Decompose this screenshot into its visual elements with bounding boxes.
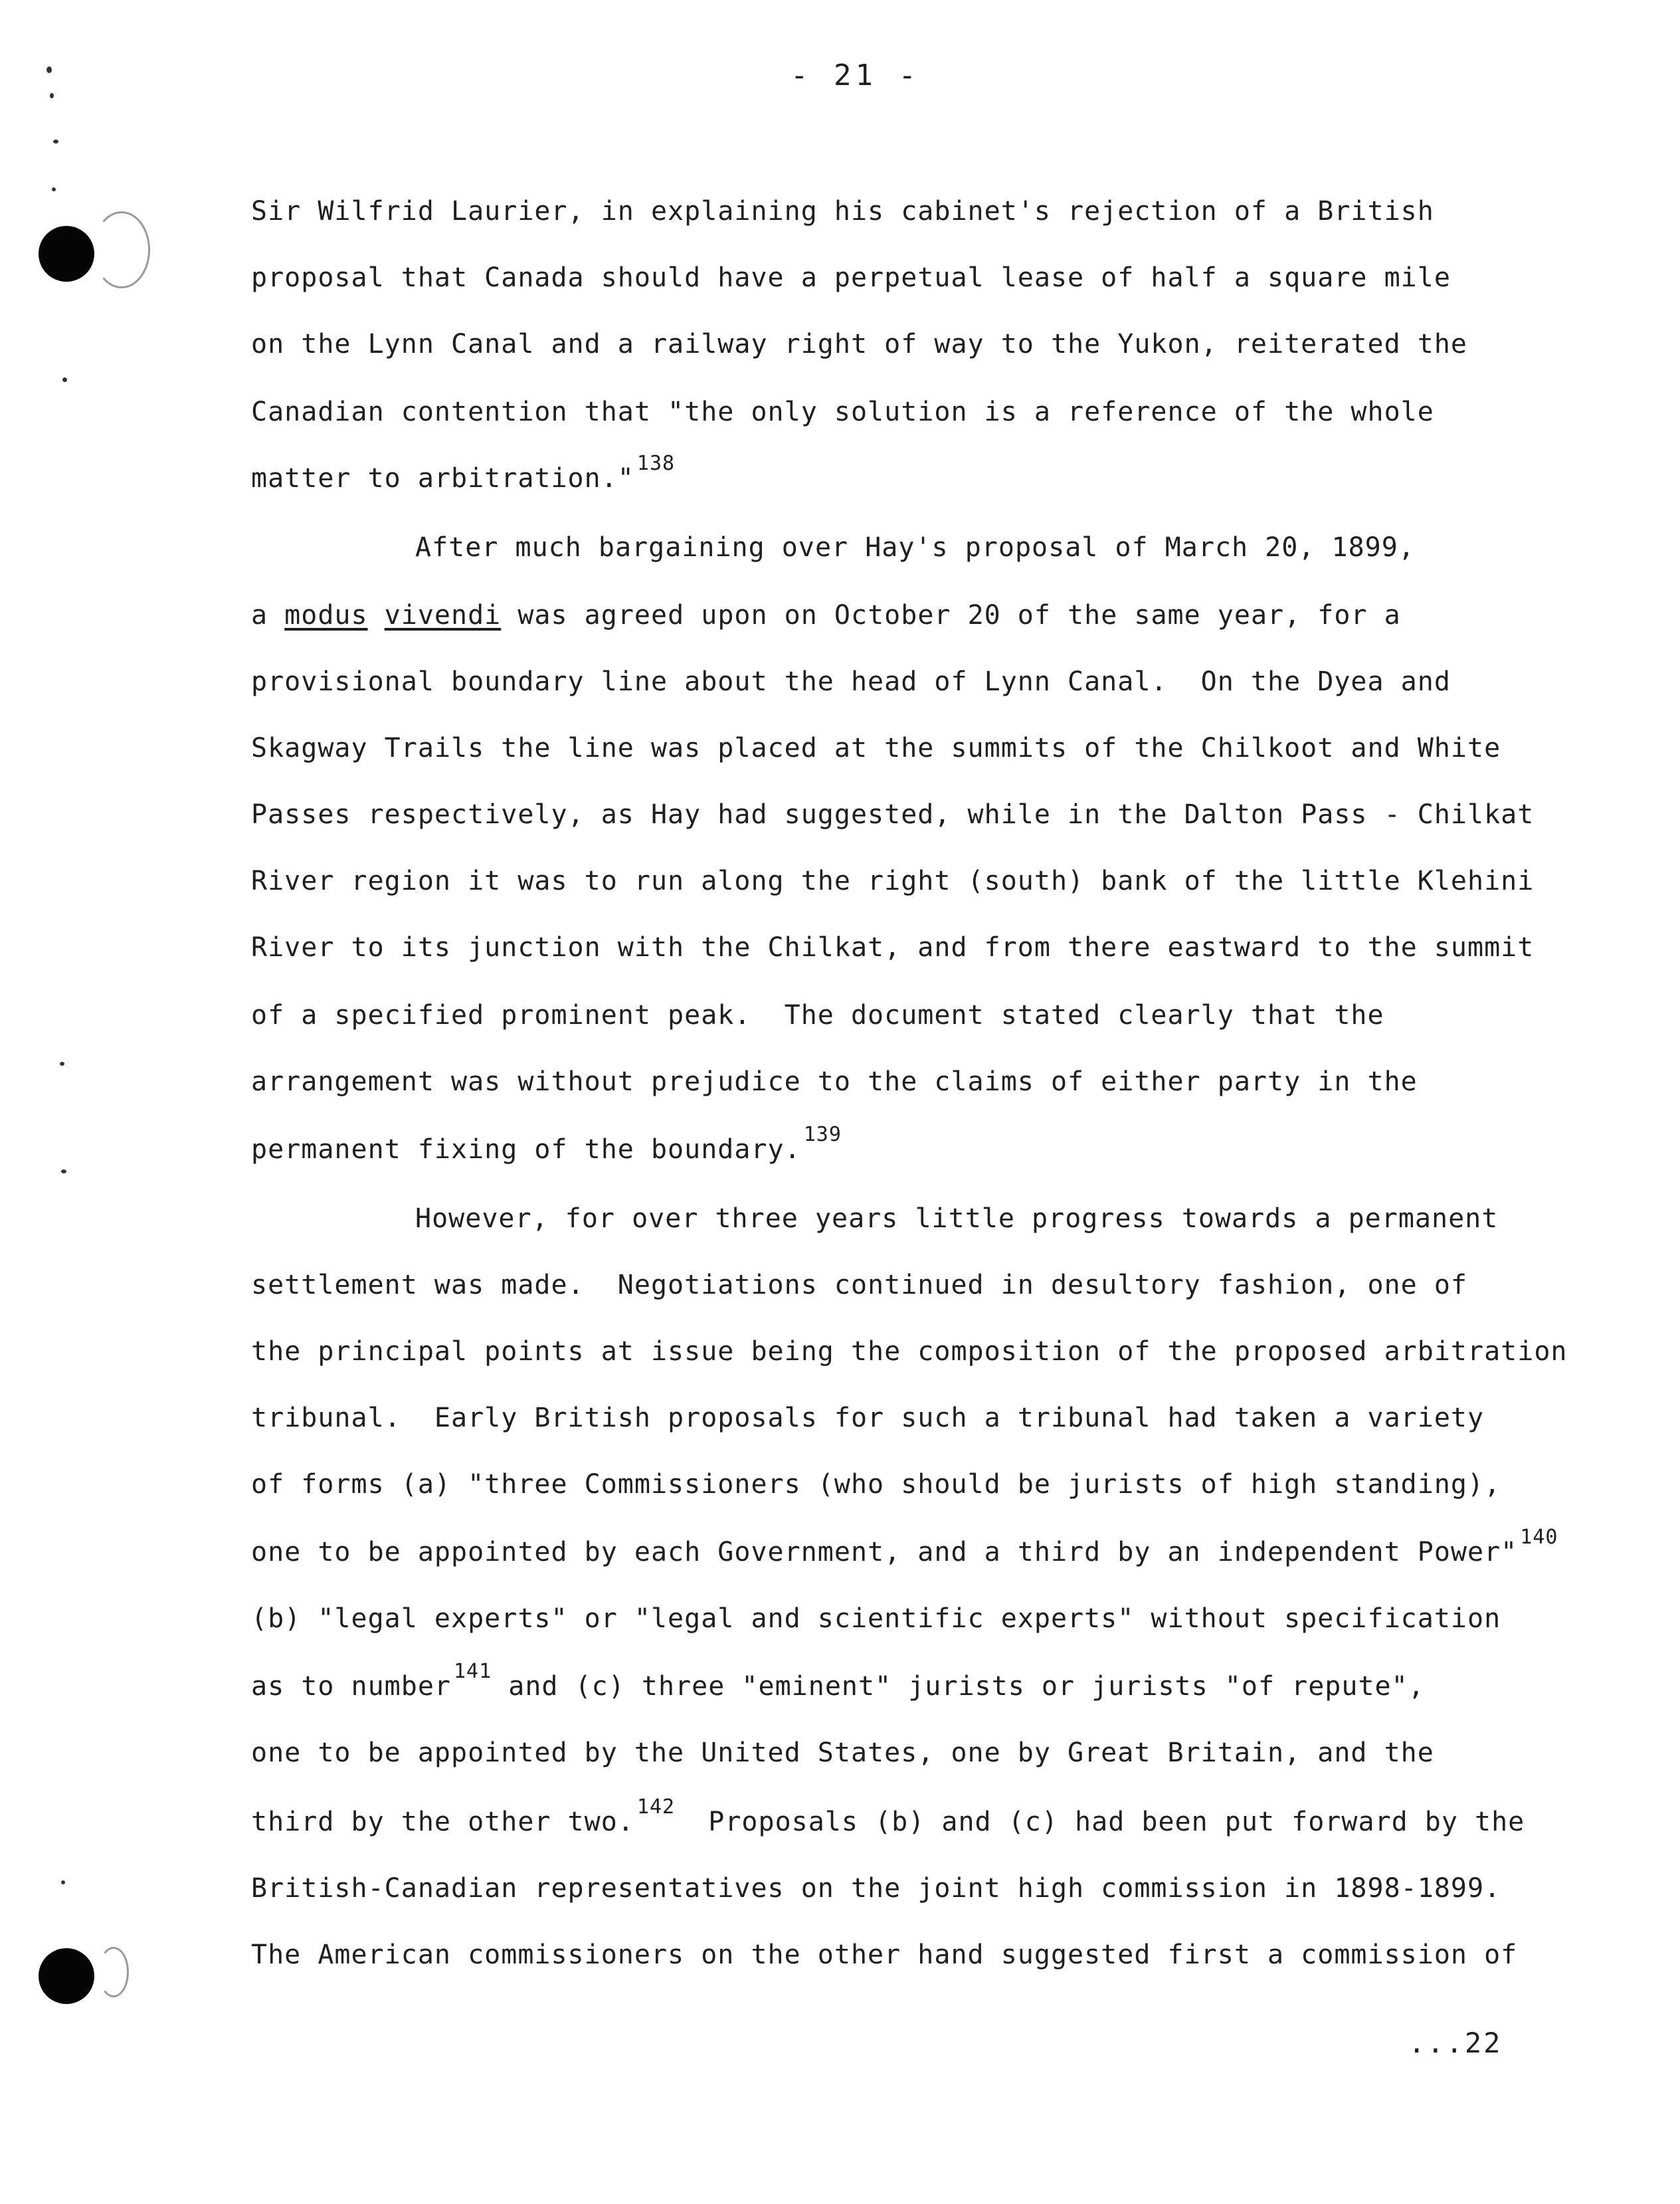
scan-speck xyxy=(62,377,67,382)
line-text: The American commissioners on the other hand suggested first a commission of xyxy=(251,1940,1518,1970)
footnote-ref: 142 xyxy=(636,1795,676,1819)
line-text: arrangement was without prejudice to the claims of either party in the xyxy=(251,1066,1418,1097)
footnote-ref: 140 xyxy=(1520,1526,1558,1549)
text-line xyxy=(251,260,1451,295)
binder-hole-shadow-top xyxy=(93,211,150,288)
text-line xyxy=(251,1601,1501,1636)
line-text: British-Canadian representatives on the joint high commission in 1898-1899. xyxy=(251,1873,1501,1904)
line-text: Canadian contention that "the only solution is a reference of the whole xyxy=(251,397,1434,427)
line-text: of forms (a) "three Commissioners (who should be jurists of high standing), xyxy=(251,1469,1501,1500)
line-text: Sir Wilfrid Laurier, in explaining his cabinet's rejection of a British xyxy=(251,196,1434,227)
line-text: one to be appointed by each Government, and a third by an independent Power" xyxy=(251,1537,1518,1567)
text-line xyxy=(251,327,1467,361)
text-line xyxy=(251,1736,1434,1770)
line-text: was agreed upon on October 20 of the same year, for a xyxy=(501,600,1401,631)
text-line xyxy=(415,1201,1498,1236)
text-line xyxy=(251,194,1434,229)
line-text: Skagway Trails the line was placed at the summits of the Chilkoot and White xyxy=(251,733,1501,763)
scan-speck xyxy=(50,93,54,98)
text-line xyxy=(251,998,1384,1033)
line-text: of a specified prominent peak. The document stated clearly that the xyxy=(251,1000,1384,1031)
line-text: Passes respectively, as Hay had suggested, while in the Dalton Pass - Chilkat xyxy=(251,799,1535,830)
italic-term-vivendi: vivendi xyxy=(384,600,502,631)
scan-speck xyxy=(60,1062,64,1066)
text-line xyxy=(251,1123,842,1169)
binder-hole-bottom xyxy=(39,1948,94,2004)
line-text: However, for over three years little progress towards a permanent xyxy=(415,1203,1499,1234)
text-line xyxy=(251,1526,1558,1572)
line-text: River to its junction with the Chilkat, and from there eastward to the summit xyxy=(251,932,1535,963)
text-line xyxy=(251,1871,1501,1906)
line-text: third by the other two. xyxy=(251,1807,634,1837)
line-text: River region it was to run along the right (south) bank of the little Klehini xyxy=(251,866,1535,896)
text-line xyxy=(251,1268,1467,1302)
line-text: Proposals (b) and (c) had been put forward by the xyxy=(675,1807,1525,1837)
italic-term-modus: modus xyxy=(284,600,368,631)
text-line xyxy=(251,1334,1567,1369)
text-line xyxy=(251,664,1451,699)
text-line xyxy=(251,1401,1484,1435)
footnote-ref: 139 xyxy=(803,1123,842,1146)
scan-speck xyxy=(53,140,58,144)
line-text xyxy=(368,600,385,631)
scan-speck xyxy=(61,1169,66,1173)
scan-speck xyxy=(52,187,56,191)
binder-hole-shadow-bottom xyxy=(98,1947,129,1997)
line-text: (b) "legal experts" or "legal and scientific experts" without specification xyxy=(251,1603,1501,1634)
text-line xyxy=(415,530,1415,565)
text-line xyxy=(251,930,1534,965)
scan-speck xyxy=(47,66,52,73)
text-line xyxy=(251,731,1501,765)
footnote-ref: 141 xyxy=(453,1660,492,1683)
line-text: the principal points at issue being the composition of the proposed arbitration xyxy=(251,1336,1568,1367)
line-text: permanent fixing of the boundary. xyxy=(251,1134,801,1165)
footnote-ref: 138 xyxy=(636,452,676,475)
line-text: proposal that Canada should have a perpetual lease of half a square mile xyxy=(251,262,1451,293)
text-line xyxy=(251,452,676,498)
text-line xyxy=(251,598,1401,633)
scan-speck xyxy=(61,1880,65,1884)
page-number: - 21 - xyxy=(791,58,920,92)
line-text: matter to arbitration." xyxy=(251,463,634,494)
line-text: After much bargaining over Hay's proposal of March 20, 1899, xyxy=(415,532,1415,563)
line-text: one to be appointed by the United States, one by Great Britain, and the xyxy=(251,1738,1434,1768)
text-line xyxy=(251,1660,1425,1706)
line-text: as to number xyxy=(251,1671,451,1702)
line-text: provisional boundary line about the head of Lynn Canal. On the Dyea and xyxy=(251,666,1451,697)
text-line xyxy=(251,797,1534,832)
text-line xyxy=(251,395,1434,429)
line-text: and (c) three "eminent" jurists or jurists "of repute", xyxy=(492,1671,1425,1702)
binder-hole-top xyxy=(39,226,94,282)
line-text: on the Lynn Canal and a railway right of way to the Yukon, reiterated the xyxy=(251,329,1467,359)
text-line xyxy=(251,1795,1525,1842)
continuation-marker: ...22 xyxy=(1408,2027,1503,2059)
line-text: tribunal. Early British proposals for such a tribunal had taken a variety xyxy=(251,1403,1485,1433)
text-line xyxy=(251,1064,1418,1099)
line-text: settlement was made. Negotiations continued in desultory fashion, one of xyxy=(251,1270,1467,1300)
text-line xyxy=(251,864,1534,898)
line-text: a xyxy=(251,600,285,631)
text-line xyxy=(251,1938,1517,1972)
text-line xyxy=(251,1467,1501,1502)
